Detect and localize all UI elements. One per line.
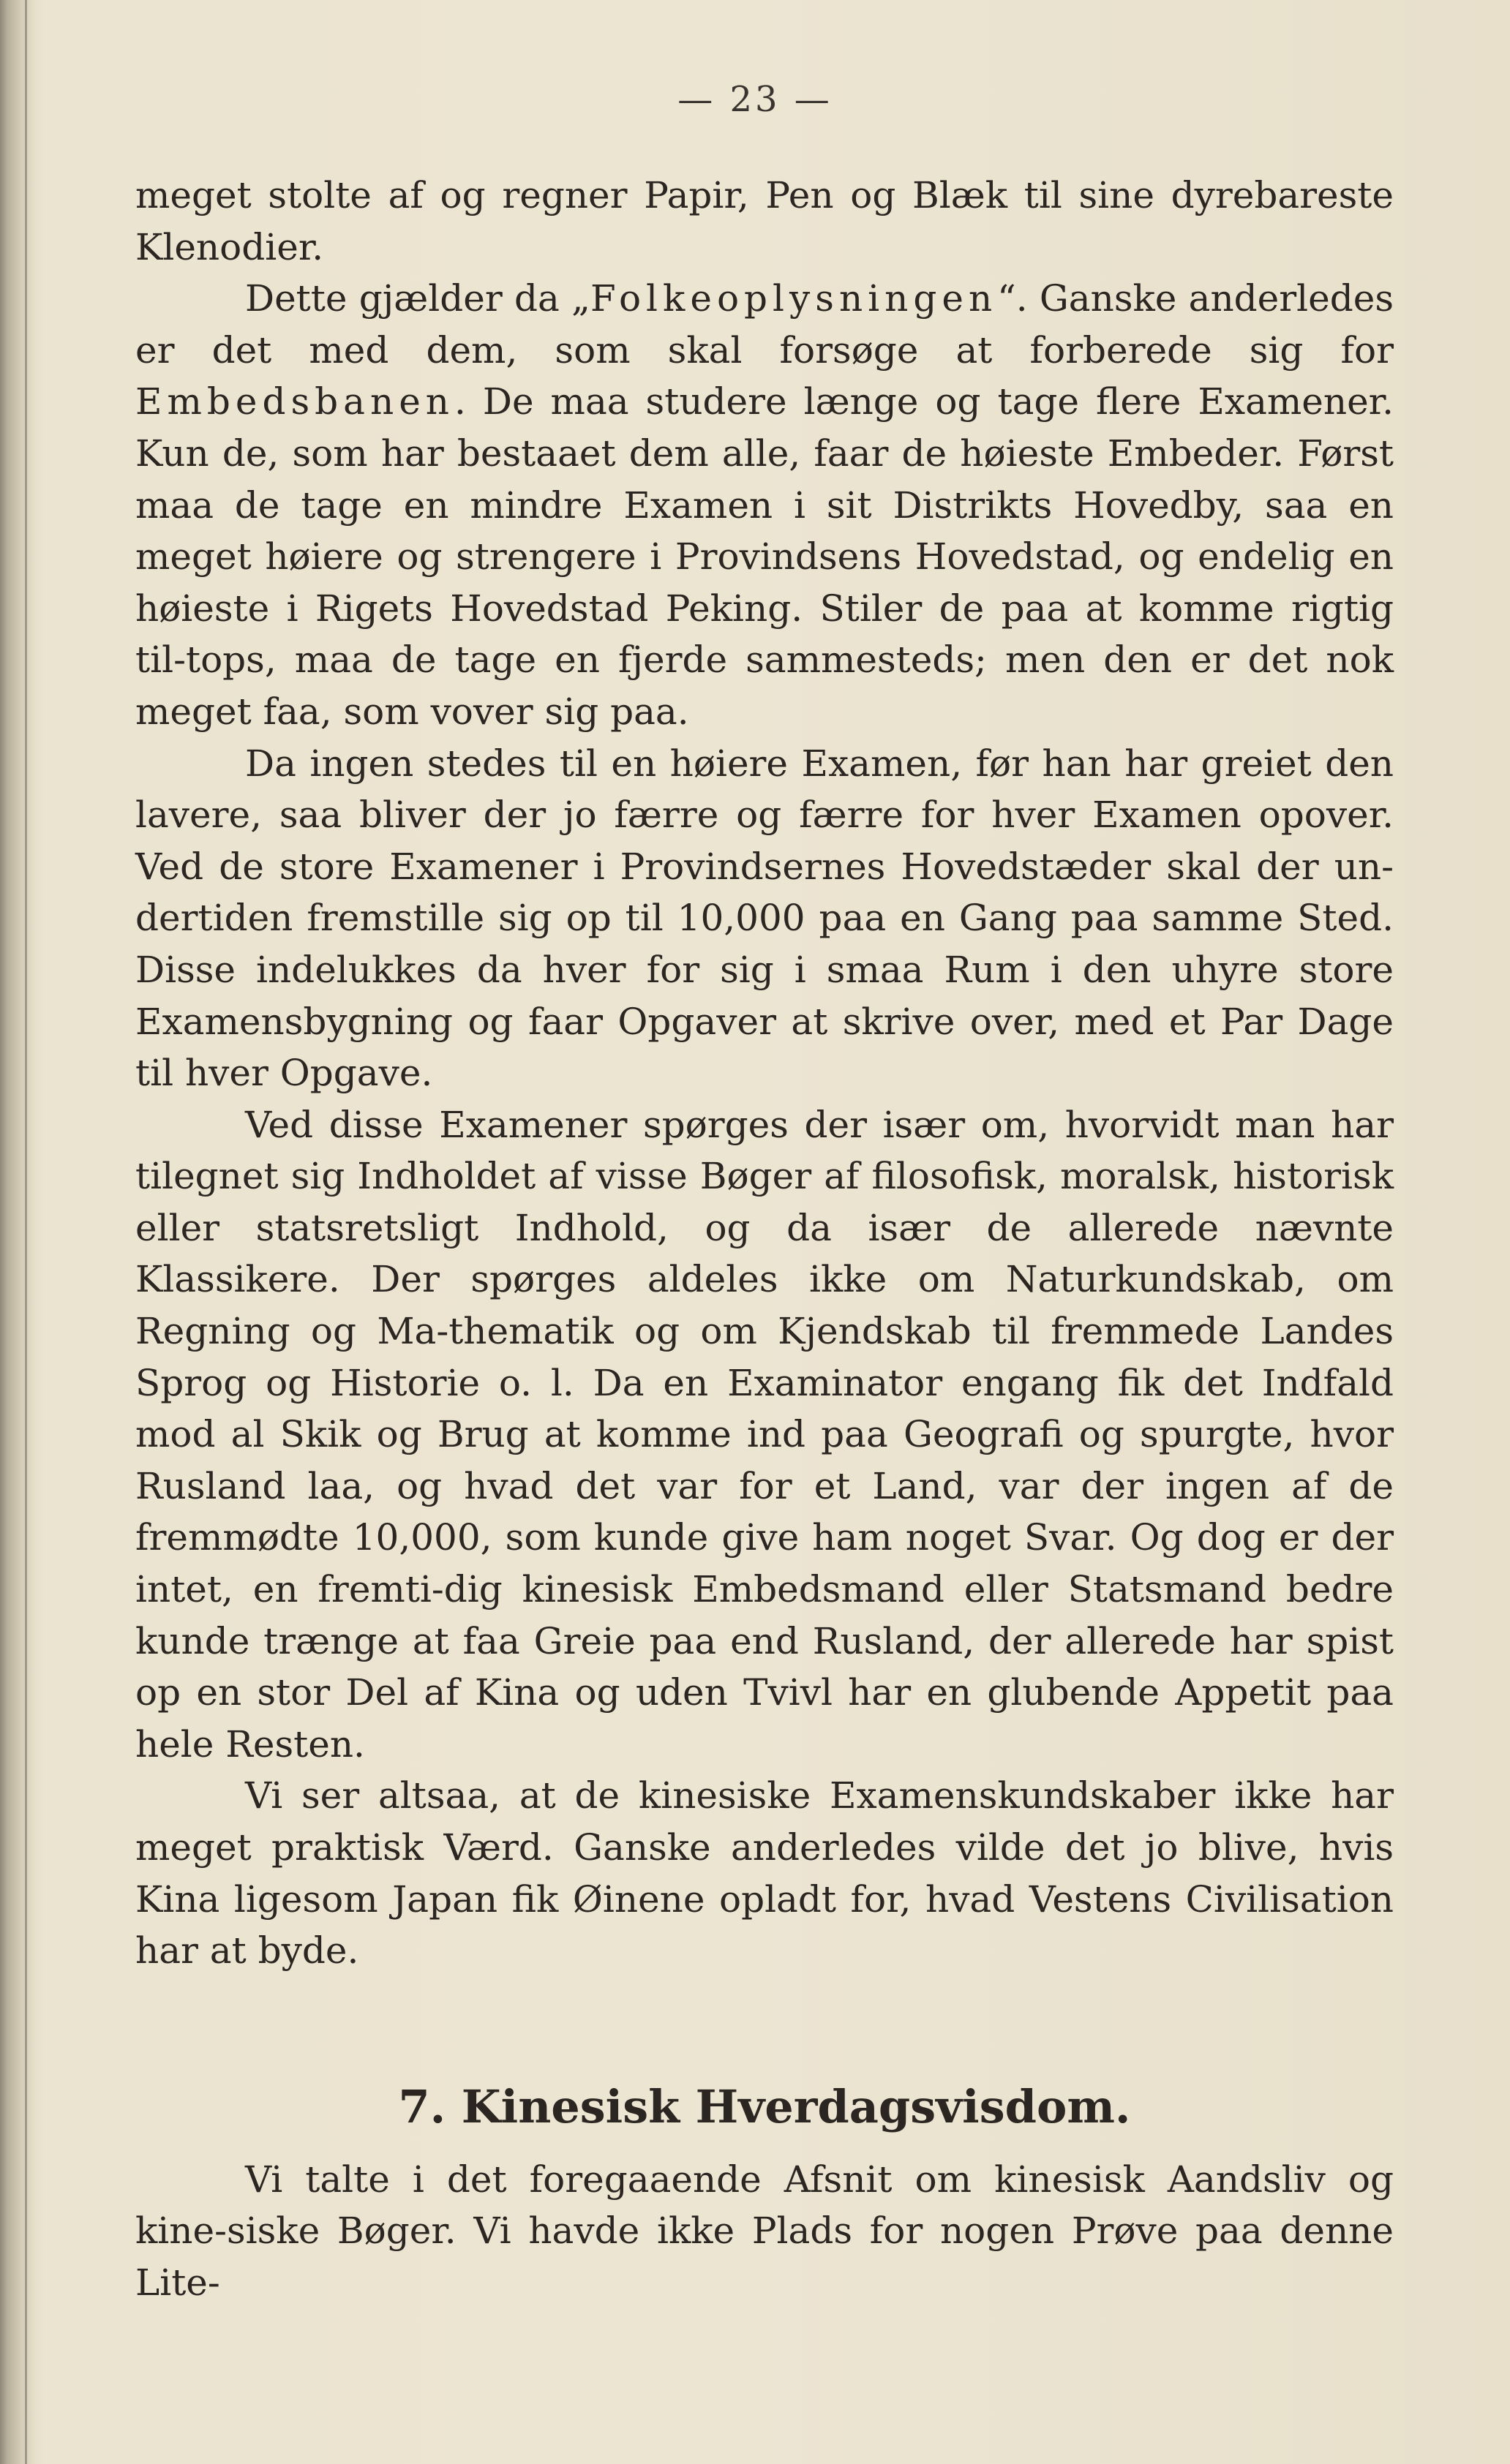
paragraph-3: Da ingen stedes til en høiere Examen, før han har greiet den lavere, saa bliver der jo færre og færre for hver Examen opover. Ved de store Examener i Provindsernes Hovedstæder skal der un-dertiden fremstille sig op til 10,000 paa en Gang paa samme Sted. Disse indelukkes da hver for sig i smaa Rum i den uhyre store Examensbygning og faar Opgaver at skrive over, med et Par Dage til hver Opgave. (135, 742, 1394, 1095)
spaced-term-folkeoplysningen: Folkeoplysningen (590, 277, 998, 320)
paragraph-2-lead: Dette gjælder da „ (245, 277, 590, 320)
section-gap (135, 1977, 1394, 2078)
paragraph-5: Vi ser altsaa, at de kinesiske Examenskundskaber ikke har meget praktisk Værd. Ganske anderledes vilde det jo blive, hvis Kina ligesom Japan fik Øinene opladt for, hvad Vestens Civilisation har at byde. (135, 1774, 1394, 1973)
section-heading: 7. Kinesisk Hverdagsvisdom. (398, 2079, 1131, 2133)
page-number: — 23 — (677, 79, 833, 120)
paragraph-2-tail: . De maa studere længe og tage flere Examener. Kun de, som har bestaaet dem alle, faar de høieste Embeder. Først maa de tage en mindre Examen i sit Distrikts Hovedby, saa en meget høiere og strengere i Provindsens Hovedstad, og endelig en høieste i Rigets Hovedstad Peking. Stiler de paa at komme rigtig til-tops, maa de tage en fjerde sammesteds; men den er det nok meget faa, som vover sig paa. (135, 380, 1394, 733)
spaced-term-embedsbanen: Embedsbanen (135, 380, 454, 423)
paragraph-2-middle: “. Ganske anderledes er det med dem, som skal forsøge at forberede sig for (135, 277, 1394, 372)
paragraph-4: Ved disse Examener spørges der især om, hvorvidt man har tilegnet sig Indholdet af visse Bøger af filosofisk, moralsk, historisk eller statsretsligt Indhold, og da især de allerede nævnte Klassikere. Der spørges aldeles ikke om Naturkundskab, om Regning og Ma-thematik og om Kjendskab til fremmede Landes Sprog og Historie o. l. Da en Examinator engang fik det Indfald mod al Skik og Brug at komme ind paa Geografi og spurgte, hvor Rusland laa, og hvad det var for et Land, var der ingen af de fremmødte 10,000, som kunde give ham noget Svar. Og dog er der intet, en fremti-dig kinesisk Embedsmand eller Statsmand bedre kunde trænge at faa Greie paa end Rusland, der allerede har spist op en stor Del af Kina og uden Tvivl har en glubende Appetit paa hele Resten. (135, 1103, 1394, 1766)
paragraph-2 (135, 273, 1394, 737)
heading-gap (135, 2136, 1394, 2154)
paragraph-6: Vi talte i det foregaaende Afsnit om kinesisk Aandsliv og kine-siske Bøger. Vi havde ikke Plads for nogen Prøve paa denne Lite- (135, 2158, 1394, 2304)
body-text (135, 170, 1394, 2309)
paragraph-1: meget stolte af og regner Papir, Pen og Blæk til sine dyrebareste Klenodier. (135, 174, 1394, 268)
book-spine-shadow (0, 0, 35, 2464)
book-gutter-line (25, 0, 27, 2464)
